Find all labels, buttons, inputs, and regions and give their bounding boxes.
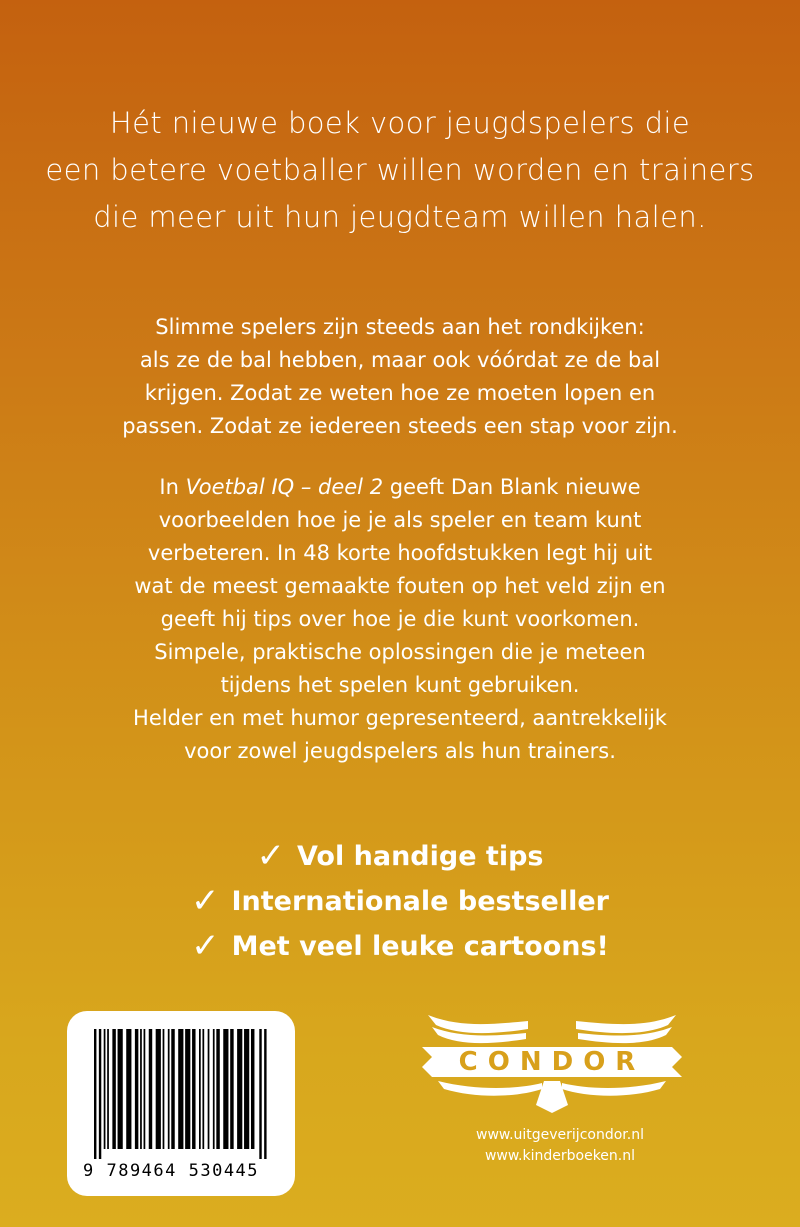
paragraph-line: voorbeelden hoe je je als speler en team kunt (158, 508, 642, 532)
barcode-bar (208, 1029, 210, 1149)
website-list (440, 1125, 680, 1167)
barcode-bar (185, 1029, 190, 1149)
barcode-bar (163, 1029, 165, 1149)
description-paragraph (40, 471, 760, 768)
website-link[interactable]: www.kinderboeken.nl (484, 1148, 635, 1164)
paragraph-line: geeft hij tips over hoe je die kunt voorkomen. (160, 607, 640, 631)
barcode-bar (135, 1029, 138, 1149)
barcode-bar (259, 1029, 261, 1159)
checklist-label: Internationale bestseller (231, 886, 609, 917)
barcode-bar (126, 1029, 131, 1149)
barcode-bar (118, 1029, 123, 1149)
paragraph-line: krijgen. Zodat ze weten hoe ze moeten lopen en (144, 381, 656, 405)
barcode-bar (264, 1029, 266, 1159)
barcode-bar (178, 1029, 183, 1149)
barcode-bar (244, 1029, 249, 1149)
barcode-bar (199, 1029, 201, 1149)
prefix-text: In (159, 475, 186, 499)
barcode-bar (99, 1029, 101, 1159)
barcode-bar (251, 1029, 254, 1149)
checklist-item (0, 878, 800, 923)
intro-paragraph (40, 311, 760, 443)
book-title: Voetbal IQ – deel 2 (185, 475, 384, 499)
barcode-bar (140, 1029, 142, 1149)
paragraph-line: tijdens het spelen kunt gebruiken. (220, 673, 580, 697)
checklist-label: Met veel leuke cartoons! (231, 931, 609, 962)
barcode-bar (144, 1029, 146, 1149)
paragraph-line: voor zowel jeugdspelers als hun trainers. (184, 739, 616, 763)
tagline-line: een betere voetballer willen worden en trainers (45, 153, 755, 187)
checklist-item (0, 923, 800, 968)
checkmark-icon: ✓ (191, 881, 220, 921)
paragraph-line (40, 471, 760, 504)
paragraph-line: Simpele, praktische oplossingen die je meteen (154, 640, 646, 664)
tagline-line: die meer uit hun jeugdteam willen halen. (93, 200, 707, 234)
barcode-bar (192, 1029, 195, 1149)
feature-checklist (0, 833, 800, 968)
barcode-bar (94, 1029, 96, 1159)
isbn-barcode (67, 1011, 295, 1196)
checkmark-icon: ✓ (256, 836, 286, 876)
tagline-line: Hét nieuwe boek voor jeugdspelers die (109, 106, 691, 140)
paragraph-line: Slimme spelers zijn steeds aan het rondkijken: (155, 315, 645, 339)
paragraph-line: verbeteren. In 48 korte hoofdstukken legt hij uit (147, 541, 653, 565)
barcode-bar (216, 1029, 219, 1149)
barcode-bar (171, 1029, 174, 1149)
website-link[interactable]: www.uitgeverijcondor.nl (476, 1127, 644, 1143)
checklist-item (0, 833, 800, 878)
barcode-bar (168, 1029, 170, 1149)
paragraph-line: als ze de bal hebben, maar ook vóórdat ze de bal (139, 348, 661, 372)
barcode-bar (237, 1029, 242, 1149)
barcode-bar (230, 1029, 233, 1149)
checkmark-icon: ✓ (191, 926, 220, 966)
barcode-bars (94, 1029, 269, 1159)
suffix-text: geeft Dan Blank nieuwe (383, 475, 641, 499)
isbn-number: 9 789464 530445 (83, 1161, 260, 1181)
logo-text: CONDOR (458, 1047, 646, 1077)
barcode-bar (156, 1029, 161, 1149)
barcode-bar (104, 1029, 106, 1149)
condor-logo (418, 1005, 686, 1120)
barcode-bar (112, 1029, 115, 1149)
barcode-bar (223, 1029, 228, 1149)
paragraph-line: passen. Zodat ze iedereen steeds een stap voor zijn. (122, 414, 678, 438)
barcode-bar (107, 1029, 109, 1149)
barcode-bar (149, 1029, 152, 1149)
tagline (40, 100, 760, 241)
paragraph-line: Helder en met humor gepresenteerd, aantrekkelijk (133, 706, 667, 730)
checklist-label: Vol handige tips (297, 841, 544, 872)
barcode-bar (213, 1029, 215, 1149)
paragraph-line: wat de meest gemaakte fouten op het veld zijn en (134, 574, 666, 598)
barcode-bar (202, 1029, 204, 1149)
